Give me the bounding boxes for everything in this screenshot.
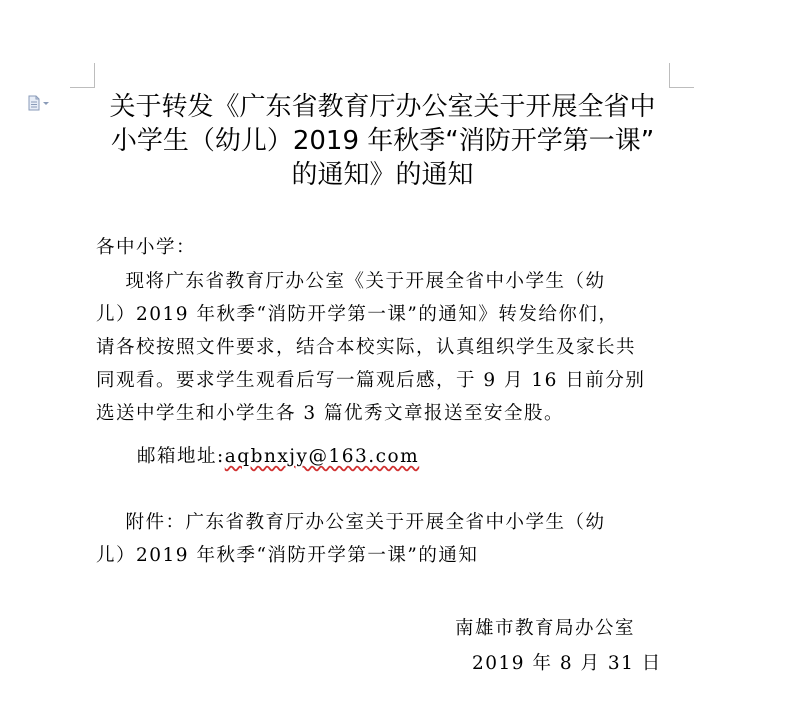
paragraph-line: 现将广东省教育厅办公室《关于开展全省中小学生（幼 <box>96 271 606 292</box>
crop-mark-top-left <box>70 63 95 88</box>
attachment-line: 附件：广东省教育厅办公室关于开展全省中小学生（幼 <box>96 512 606 533</box>
salutation: 各中小学： <box>96 237 197 258</box>
email-label: 邮箱地址: <box>137 446 225 467</box>
document-icon[interactable] <box>27 95 51 111</box>
attachment-note <box>96 506 671 572</box>
paragraph-line: 请各校按照文件要求，结合本校实际，认真组织学生及家长共 <box>96 337 637 358</box>
paragraph-line: 选送中学生和小学生各 3 篇优秀文章报送至安全股。 <box>96 403 565 424</box>
title-line-3: 的通知》的通知 <box>291 160 474 190</box>
document-title <box>70 90 695 192</box>
title-line-1: 关于转发《广东省教育厅办公室关于开展全省中 <box>109 92 656 122</box>
paragraph-line: 同观看。要求学生观看后写一篇观后感，于 9 月 16 日前分别 <box>96 370 646 391</box>
email-address: aqbnxjy@163.com <box>224 446 420 467</box>
crop-mark-top-right <box>669 63 694 88</box>
signature-date: 2019 年 8 月 31 日 <box>472 653 662 674</box>
attachment-line: 儿）2019 年秋季“消防开学第一课”的通知 <box>96 545 479 566</box>
signature-organization: 南雄市教育局办公室 <box>455 618 636 639</box>
main-paragraph <box>96 265 671 430</box>
title-line-2: 小学生（幼儿）2019 年秋季“消防开学第一课” <box>110 126 655 156</box>
email-line <box>137 440 712 473</box>
paragraph-line: 儿）2019 年秋季“消防开学第一课”的通知》转发给你们， <box>96 304 619 325</box>
